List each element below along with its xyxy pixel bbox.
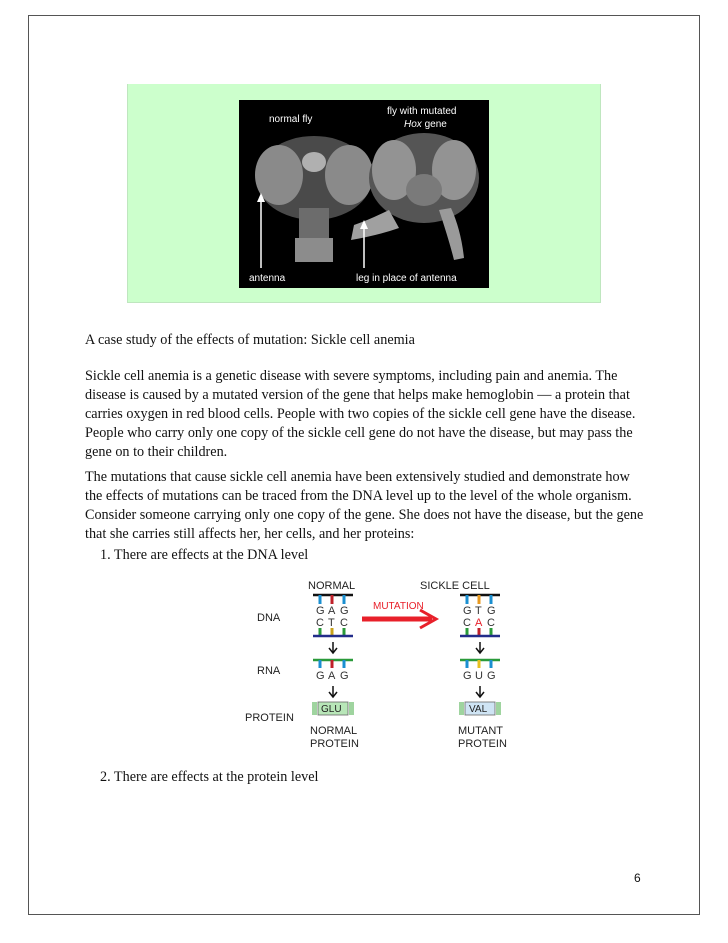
rna-row-label: RNA — [257, 665, 281, 677]
sickle-dna-top-2: T — [475, 605, 482, 617]
sickle-rna-3: G — [487, 670, 496, 682]
sickle-rna-1: G — [463, 670, 472, 682]
mutation-arrow-icon — [362, 610, 436, 628]
down-arrow-icon — [329, 642, 337, 653]
paragraph-2: The mutations that cause sickle cell anemia have been extensively studied and demonstrate how the effects of mutations can be traced from the DNA level up to the level of the whole organism. Consider someone carrying only one copy of the gene. She does not have the disease, but the gene that she carries still affects her, her cells, and her proteins: — [85, 469, 644, 542]
sickle-dna-bottom-1: C — [463, 617, 471, 629]
fly-comparison-image — [239, 100, 489, 288]
normal-protein-label-1: NORMAL — [310, 725, 358, 737]
sickle-dna-strand — [460, 595, 500, 636]
normal-dna-bottom-2: T — [328, 617, 335, 629]
mutated-fly-label-line2: Hox gene — [404, 119, 447, 130]
normal-rna-strand — [313, 660, 353, 682]
normal-rna-1: G — [316, 670, 325, 682]
protein-row-label: PROTEIN — [245, 712, 294, 724]
sickle-dna-bottom-3: C — [487, 617, 495, 629]
normal-title: NORMAL — [308, 580, 356, 592]
list-item-protein: 2. There are effects at the protein level — [100, 769, 319, 785]
normal-dna-bottom-1: C — [316, 617, 324, 629]
normal-amino-acid: GLU — [321, 704, 342, 715]
sickle-rna-2: U — [475, 670, 483, 682]
normal-rna-3: G — [340, 670, 349, 682]
section-heading: A case study of the effects of mutation: Sickle cell anemia — [85, 332, 415, 348]
normal-dna-top-3: G — [340, 605, 349, 617]
normal-rna-2: A — [328, 670, 336, 682]
sickle-cell-title: SICKLE CELL — [420, 580, 490, 592]
paragraph-1: Sickle cell anemia is a genetic disease with severe symptoms, including pain and anemia. The disease is caused by a mutated version of the gene that helps make hemoglobin — a protein that carries oxygen in red blood cells. People with two copies of the sickle cell gene have the disease. People who carry only one copy of the sickle cell gene do not have the disease, but may pass the gene on to their children. — [85, 368, 636, 460]
sickle-amino-acid: VAL — [469, 704, 488, 715]
sickle-cell-mutation-diagram — [240, 575, 530, 755]
sickle-rna-strand — [460, 660, 500, 682]
page-number: 6 — [634, 871, 641, 885]
sickle-amino-acid-box — [459, 702, 501, 715]
antenna-label: antenna — [249, 273, 286, 284]
normal-dna-bottom-3: C — [340, 617, 348, 629]
normal-protein-label-2: PROTEIN — [310, 738, 359, 750]
leg-label: leg in place of antenna — [356, 273, 457, 284]
mutant-protein-label-1: MUTANT — [458, 725, 504, 737]
normal-amino-acid-box — [312, 702, 354, 715]
list-item-dna: 1. There are effects at the DNA level — [100, 547, 309, 563]
mutant-protein-label-2: PROTEIN — [458, 738, 507, 750]
down-arrow-icon — [329, 686, 337, 697]
down-arrow-icon — [476, 642, 484, 653]
down-arrow-icon — [476, 686, 484, 697]
normal-fly-label: normal fly — [269, 114, 313, 125]
mutation-label: MUTATION — [373, 601, 424, 612]
normal-dna-top-1: G — [316, 605, 325, 617]
normal-dna-strand — [313, 595, 353, 636]
dna-row-label: DNA — [257, 612, 281, 624]
sickle-dna-top-3: G — [487, 605, 496, 617]
normal-dna-top-2: A — [328, 605, 336, 617]
sickle-dna-top-1: G — [463, 605, 472, 617]
sickle-dna-bottom-2: A — [475, 617, 483, 629]
mutated-fly-label-line1: fly with mutated — [387, 106, 457, 117]
